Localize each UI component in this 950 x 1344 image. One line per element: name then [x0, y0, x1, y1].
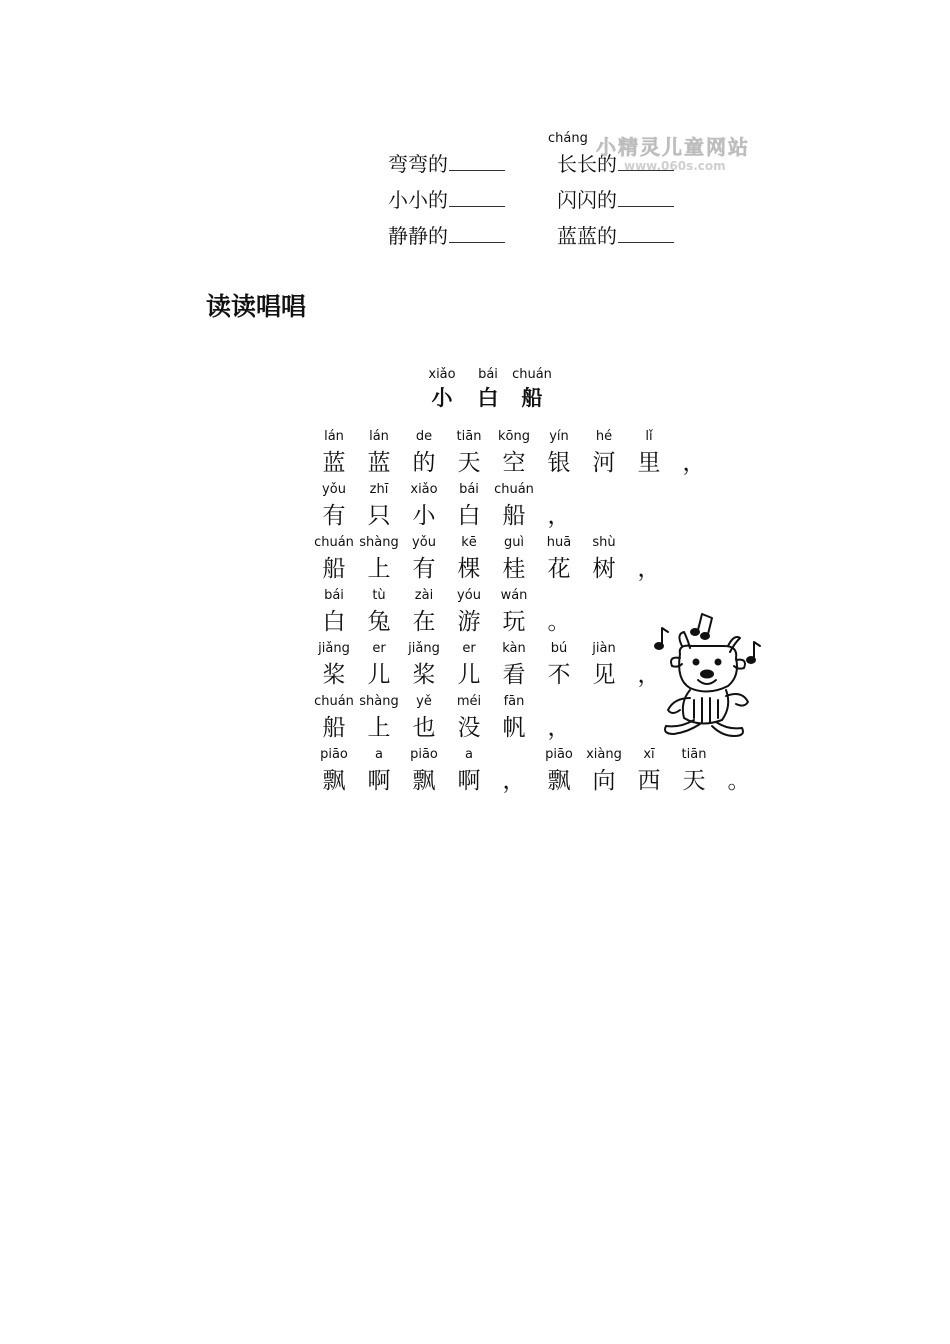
hanzi: 啊	[367, 768, 391, 794]
pinyin: chuán	[314, 535, 354, 550]
hanzi: 飘	[547, 768, 571, 794]
title-char: 白	[477, 385, 499, 410]
title-pinyin: bái	[478, 367, 498, 382]
answer-blank[interactable]	[618, 222, 674, 243]
pinyin: lǐ	[645, 429, 653, 444]
answer-blank[interactable]	[449, 222, 505, 243]
answer-blank[interactable]	[618, 186, 674, 207]
pinyin: hé	[595, 429, 613, 444]
hanzi: 里	[637, 450, 661, 476]
hanzi: 飘	[412, 768, 436, 794]
answer-blank[interactable]	[449, 150, 505, 171]
hanzi: 西	[637, 768, 661, 794]
pinyin: guì	[503, 535, 525, 550]
pinyin: zài	[414, 588, 434, 603]
hanzi: 天	[457, 450, 481, 476]
pinyin: shù	[592, 535, 616, 550]
hanzi: ，	[502, 768, 526, 794]
pinyin: méi	[456, 694, 482, 709]
hanzi: 向	[592, 768, 616, 794]
exercise-item-label: 闪闪的	[557, 188, 617, 212]
pinyin: shàng	[359, 535, 399, 550]
pinyin: kàn	[502, 641, 526, 656]
hanzi: 桂	[502, 556, 526, 582]
hanzi: 树	[592, 556, 616, 582]
pinyin: tù	[372, 588, 386, 603]
pinyin: yóu	[457, 588, 481, 603]
hanzi: 的	[412, 450, 436, 476]
pinyin: bú	[550, 641, 568, 656]
hanzi: 儿	[457, 662, 481, 688]
exercise-item-label: 蓝蓝的	[557, 224, 617, 248]
pinyin: huā	[546, 535, 572, 550]
title-pinyin: chuán	[512, 367, 552, 382]
hanzi: 有	[412, 556, 436, 582]
exercise-item-label: 长长的	[557, 152, 617, 176]
title-pinyin: xiǎo	[428, 367, 456, 382]
pinyin: er	[462, 641, 476, 656]
pinyin: lán	[369, 429, 389, 444]
hanzi: 桨	[412, 662, 436, 688]
pinyin: xiǎo	[410, 482, 438, 497]
hanzi: 只	[367, 503, 391, 529]
pinyin: xiàng	[586, 747, 622, 762]
poem-title	[420, 368, 560, 412]
hanzi: 游	[457, 609, 481, 635]
pinyin: a	[465, 747, 473, 762]
poem-line	[312, 536, 712, 588]
exercise-item	[388, 186, 505, 212]
pinyin: yě	[416, 694, 432, 709]
pinyin: lán	[324, 429, 344, 444]
hanzi: 天	[682, 768, 706, 794]
title-char: 船	[521, 385, 543, 410]
hanzi: 银	[547, 450, 571, 476]
exercise-item-label: 小小的	[388, 188, 448, 212]
exercise-item-label: 弯弯的	[388, 152, 448, 176]
pinyin: kē	[461, 535, 477, 550]
hanzi: 上	[367, 556, 391, 582]
hanzi: 。	[727, 768, 751, 794]
hanzi: 白	[322, 609, 346, 635]
hanzi: 桨	[322, 662, 346, 688]
pinyin: a	[375, 747, 383, 762]
pinyin: shàng	[359, 694, 399, 709]
section-heading: 读读唱唱	[206, 292, 307, 321]
hanzi: 船	[502, 503, 526, 529]
pinyin: tiān	[456, 429, 482, 444]
hanzi: 空	[502, 450, 526, 476]
hanzi: ，	[547, 715, 571, 741]
pinyin: jiǎng	[318, 641, 350, 656]
hanzi: 飘	[322, 768, 346, 794]
hanzi: ，	[547, 503, 571, 529]
pinyin: kōng	[498, 429, 530, 444]
exercise-item-label: 静静的	[388, 224, 448, 248]
hanzi: 见	[592, 662, 616, 688]
pinyin: yín	[549, 429, 569, 444]
answer-blank[interactable]	[449, 186, 505, 207]
hanzi: 蓝	[367, 450, 391, 476]
hanzi: 没	[457, 715, 481, 741]
exercise-item	[388, 150, 505, 176]
hanzi: 也	[412, 715, 436, 741]
pinyin: er	[372, 641, 386, 656]
hanzi: 船	[322, 556, 346, 582]
hanzi: 棵	[457, 556, 481, 582]
dancing-goat-with-music-notes-icon	[650, 606, 766, 738]
exercise-pinyin-chang: cháng	[548, 131, 588, 146]
hanzi: 啊	[457, 768, 481, 794]
poem-line	[312, 747, 751, 800]
pinyin: jiàn	[592, 641, 616, 656]
hanzi: 不	[547, 662, 571, 688]
hanzi: ，	[637, 662, 661, 688]
pinyin: fān	[503, 694, 525, 709]
pinyin: piāo	[320, 747, 348, 762]
hanzi: 白	[457, 503, 481, 529]
hanzi: 兔	[367, 609, 391, 635]
hanzi: 儿	[367, 662, 391, 688]
exercise-item	[557, 222, 674, 248]
exercise-item	[388, 222, 505, 248]
pinyin: xī	[643, 747, 655, 762]
hanzi: 船	[322, 715, 346, 741]
hanzi: 花	[547, 556, 571, 582]
pinyin: piāo	[410, 747, 438, 762]
pinyin: bái	[459, 482, 479, 497]
poem-line	[312, 483, 712, 535]
pinyin: wán	[500, 588, 528, 603]
hanzi: 。	[547, 609, 571, 635]
watermark-url: www.060s.com	[624, 159, 726, 173]
exercise-item	[557, 186, 674, 212]
poem-line	[312, 430, 712, 482]
title-char: 小	[431, 385, 453, 410]
hanzi: 帆	[502, 715, 526, 741]
hanzi: 有	[322, 503, 346, 529]
pinyin: yǒu	[322, 482, 346, 497]
pinyin: bái	[324, 588, 344, 603]
hanzi: 蓝	[322, 450, 346, 476]
hanzi: 玩	[502, 609, 526, 635]
hanzi: ，	[637, 556, 661, 582]
hanzi: 上	[367, 715, 391, 741]
hanzi: 看	[502, 662, 526, 688]
pinyin: chuán	[314, 694, 354, 709]
pinyin: piāo	[545, 747, 573, 762]
pinyin: zhī	[369, 482, 389, 497]
pinyin: chuán	[494, 482, 534, 497]
watermark-title: 小精灵儿童网站	[596, 135, 750, 159]
hanzi: 河	[592, 450, 616, 476]
pinyin: tiān	[681, 747, 707, 762]
hanzi: ，	[682, 450, 706, 476]
pinyin: yǒu	[412, 535, 436, 550]
hanzi: 在	[412, 609, 436, 635]
pinyin: de	[415, 429, 433, 444]
hanzi: 小	[412, 503, 436, 529]
pinyin: jiǎng	[408, 641, 440, 656]
